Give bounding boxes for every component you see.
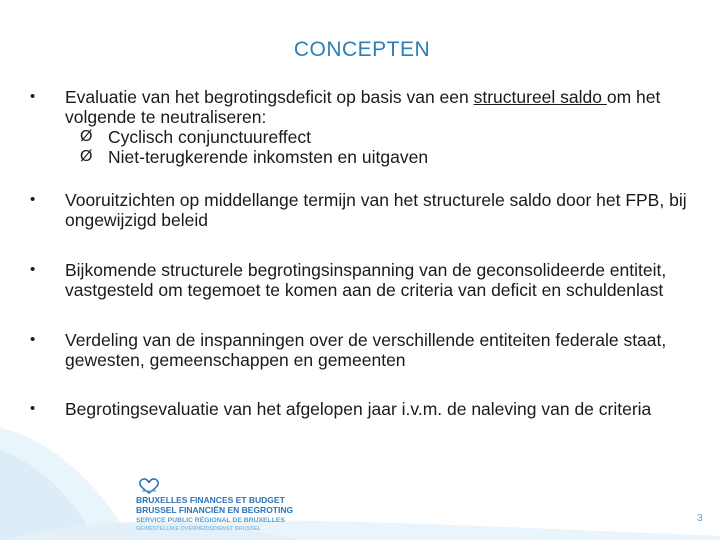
page-number: 3: [697, 513, 703, 524]
bullet-text: Verdeling van de inspanningen over de verschillende entiteiten federale staat, gewesten, gemeenschappen en gemeenten: [65, 330, 667, 370]
bullet-underlined-text: structureel saldo: [473, 87, 607, 107]
bullet-item: [28, 190, 693, 230]
bullet-text: Bijkomende structurele begrotingsinspanning van de geconsolideerde entiteit, vastgesteld om tegemoet te komen aan de criteria van deficit en schuldenlast: [65, 260, 667, 300]
logo-text: [136, 495, 293, 533]
sub-bullet-list: [65, 127, 693, 167]
bullet-text: Begrotingsevaluatie van het afgelopen jaar i.v.m. de naleving van de criteria: [65, 399, 652, 419]
arrow-icon: Ø: [80, 128, 93, 145]
sub-bullet-text: Cyclisch conjunctuureffect: [108, 127, 311, 147]
bullet-text: Vooruitzichten op middellange termijn van het structurele saldo door het FPB, bij ongewijzigd beleid: [65, 190, 687, 230]
bullet-item: [28, 330, 693, 370]
bullet-marker: •: [30, 331, 36, 348]
bullet-text: om het volgende te neutraliseren:: [65, 87, 661, 127]
bullet-marker: •: [30, 400, 36, 417]
arrow-icon: Ø: [80, 148, 93, 165]
sub-bullet-text: Niet-terugkerende inkomsten en uitgaven: [108, 147, 429, 167]
logo-line: BRUXELLES FINANCES ET BUDGET: [136, 495, 285, 505]
bullet-marker: •: [30, 191, 36, 208]
bullet-item: [28, 260, 693, 300]
logo-line: BRUSSEL FINANCIËN EN BEGROTING: [136, 505, 294, 515]
sub-bullet-item: [79, 127, 693, 147]
bullet-marker: •: [30, 261, 36, 278]
bullet-item: [28, 87, 693, 167]
bullet-list: [28, 87, 693, 419]
logo-line: SERVICE PUBLIC RÉGIONAL DE BRUXELLES: [136, 517, 285, 524]
heart-logo-icon: [138, 477, 160, 495]
bullet-text: Evaluatie van het begrotingsdeficit op basis van een: [65, 87, 474, 107]
sub-bullet-item: [79, 147, 693, 167]
bullet-marker: •: [30, 88, 36, 105]
bullet-item: [28, 399, 693, 419]
slide-title: CONCEPTEN: [293, 38, 431, 61]
logo-line: GEWESTELIJKE OVERHEIDSDIENST BRUSSEL: [136, 526, 261, 532]
